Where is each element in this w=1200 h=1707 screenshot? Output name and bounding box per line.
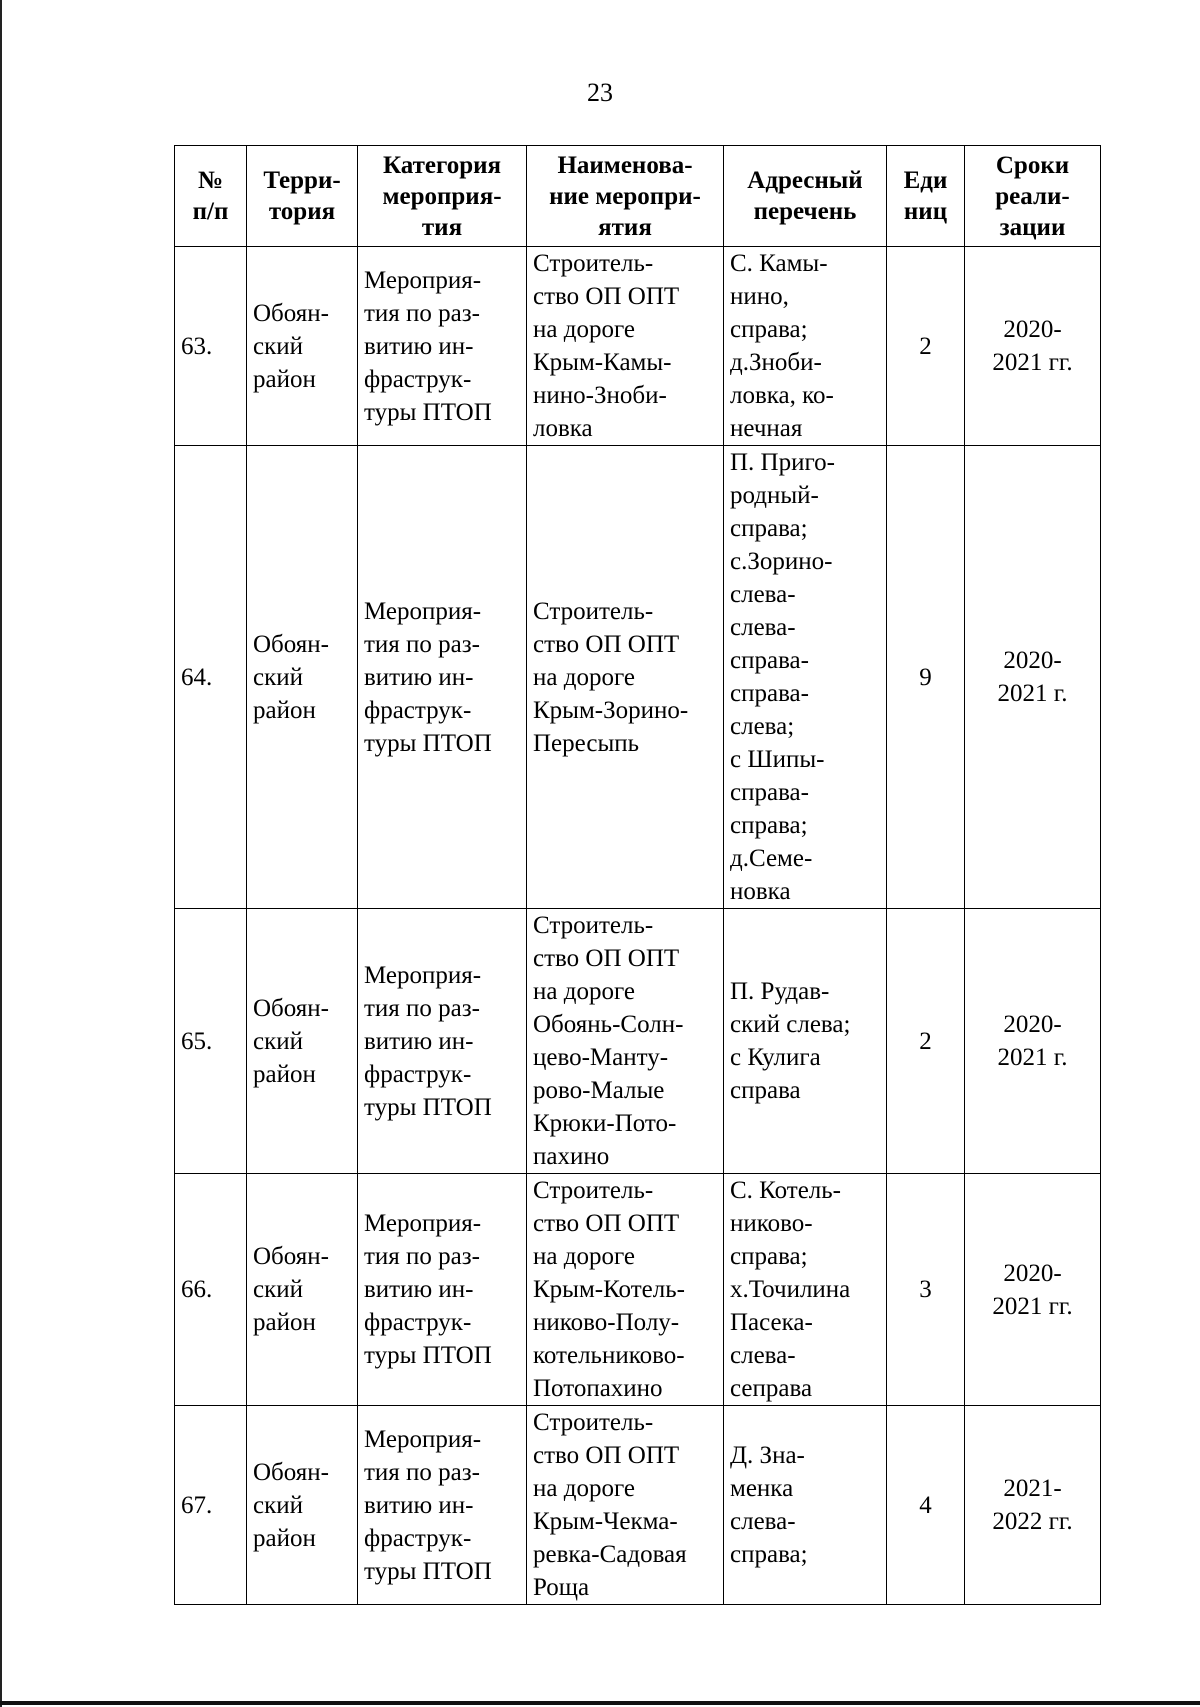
row-category: Мероприя- тия по раз- витию ин- фраструк- туры ПТОП bbox=[358, 247, 527, 446]
row-territory: Обоян- ский район bbox=[247, 909, 358, 1174]
row-territory: Обоян- ский район bbox=[247, 1406, 358, 1605]
row-category: Мероприя- тия по раз- витию ин- фраструк- туры ПТОП bbox=[358, 1174, 527, 1406]
header-territory: Терри- тория bbox=[247, 146, 358, 247]
row-event-name: Строитель- ство ОП ОПТ на дороге Крым-Зорино- Пересыпь bbox=[527, 446, 724, 909]
header-period: Сроки реали- зации bbox=[965, 146, 1101, 247]
header-units: Еди ниц bbox=[887, 146, 965, 247]
row-territory: Обоян- ский район bbox=[247, 446, 358, 909]
row-number: 66. bbox=[175, 1174, 247, 1406]
row-territory: Обоян- ский район bbox=[247, 247, 358, 446]
row-number: 64. bbox=[175, 446, 247, 909]
header-category: Категория мероприя- тия bbox=[358, 146, 527, 247]
scan-edge-left bbox=[0, 0, 2, 1707]
table-row bbox=[175, 909, 1101, 1174]
row-units: 4 bbox=[887, 1406, 965, 1605]
row-units: 2 bbox=[887, 909, 965, 1174]
page-number: 23 bbox=[587, 78, 613, 107]
row-address-list: Д. Зна- менка слева- справа; bbox=[724, 1406, 887, 1605]
row-address-list: С. Котель- никово- справа; х.Точилина Пасека- слева- сеправа bbox=[724, 1174, 887, 1406]
row-category: Мероприя- тия по раз- витию ин- фраструк- туры ПТОП bbox=[358, 909, 527, 1174]
row-event-name: Строитель- ство ОП ОПТ на дороге Крым-Котель- никово-Полу- котельниково- Потопахино bbox=[527, 1174, 724, 1406]
events-table bbox=[174, 145, 1101, 1605]
row-event-name: Строитель- ство ОП ОПТ на дороге Крым-Камы- нино-Зноби- ловка bbox=[527, 247, 724, 446]
row-period: 2020- 2021 гг. bbox=[965, 1174, 1101, 1406]
table-row bbox=[175, 1406, 1101, 1605]
row-address-list: П. Приго- родный- справа; с.Зорино- слева- слева- справа- справа- слева; с Шипы- справа- справа; д.Семе- новка bbox=[724, 446, 887, 909]
row-number: 65. bbox=[175, 909, 247, 1174]
header-address-list: Адресный перечень bbox=[724, 146, 887, 247]
row-units: 2 bbox=[887, 247, 965, 446]
row-event-name: Строитель- ство ОП ОПТ на дороге Крым-Чекма- ревка-Садовая Роща bbox=[527, 1406, 724, 1605]
row-number: 67. bbox=[175, 1406, 247, 1605]
scan-edge-bottom bbox=[0, 1701, 1200, 1705]
row-event-name: Строитель- ство ОП ОПТ на дороге Обоянь-Солн- цево-Манту- рово-Малые Крюки-Пото- пахино bbox=[527, 909, 724, 1174]
table-row bbox=[175, 446, 1101, 909]
row-category: Мероприя- тия по раз- витию ин- фраструк- туры ПТОП bbox=[358, 446, 527, 909]
row-address-list: П. Рудав- ский слева; с Кулига справа bbox=[724, 909, 887, 1174]
table-header-row bbox=[175, 146, 1101, 247]
table-row bbox=[175, 1174, 1101, 1406]
row-units: 9 bbox=[887, 446, 965, 909]
row-number: 63. bbox=[175, 247, 247, 446]
row-territory: Обоян- ский район bbox=[247, 1174, 358, 1406]
header-number: № п/п bbox=[175, 146, 247, 247]
row-period: 2020- 2021 г. bbox=[965, 909, 1101, 1174]
row-units: 3 bbox=[887, 1174, 965, 1406]
row-period: 2021- 2022 гг. bbox=[965, 1406, 1101, 1605]
header-event-name: Наименова- ние меропри- ятия bbox=[527, 146, 724, 247]
row-address-list: С. Камы- нино, справа; д.Зноби- ловка, ко- нечная bbox=[724, 247, 887, 446]
row-period: 2020- 2021 гг. bbox=[965, 247, 1101, 446]
row-period: 2020- 2021 г. bbox=[965, 446, 1101, 909]
table-row bbox=[175, 247, 1101, 446]
row-category: Мероприя- тия по раз- витию ин- фраструк- туры ПТОП bbox=[358, 1406, 527, 1605]
